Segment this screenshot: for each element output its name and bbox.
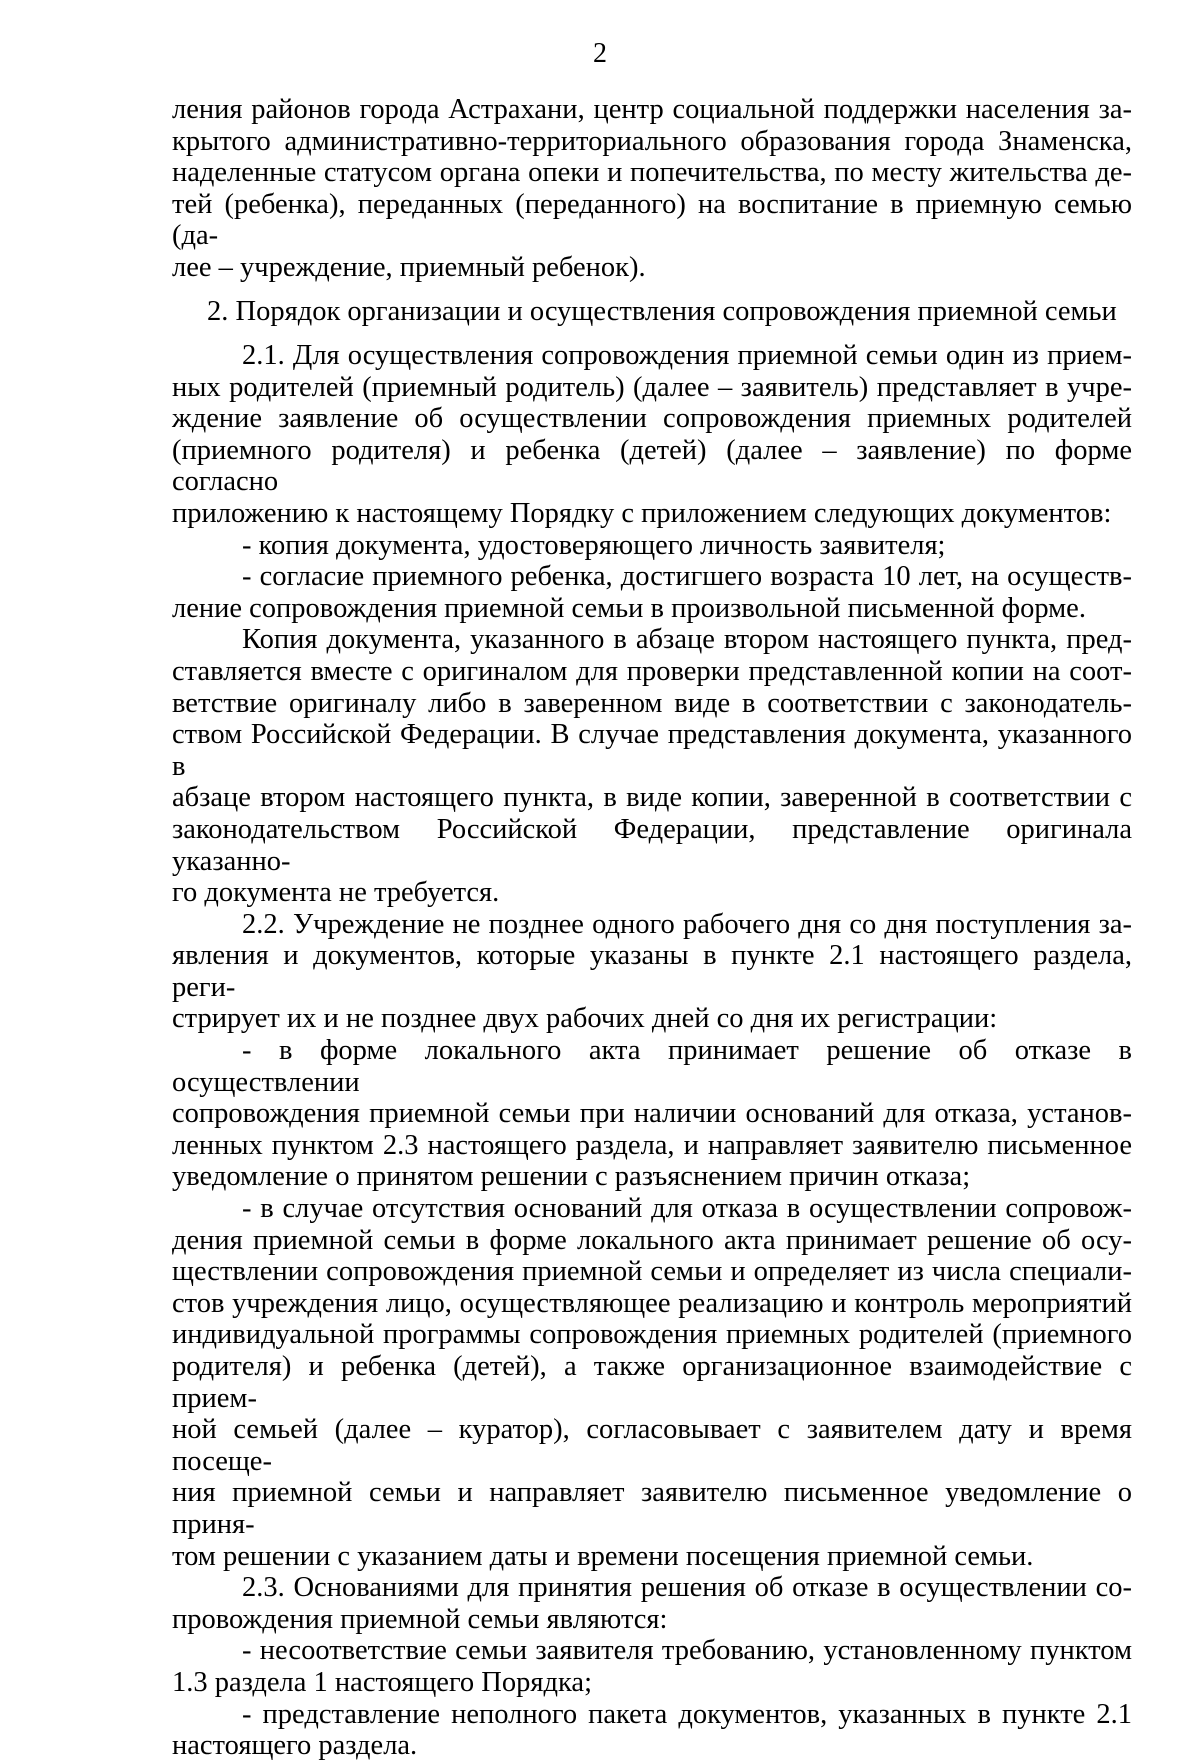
text-line: - представление неполного пакета документов, указанных в пункте 2.1 xyxy=(242,1698,1132,1730)
text-line: Копия документа, указанного в абзаце втором настоящего пункта, пред- xyxy=(242,624,1132,656)
text-line: дения приемной семьи в форме локального акта принимает решение об осу- xyxy=(172,1224,1132,1256)
text-line: ществлении сопровождения приемной семьи и определяет из числа специали- xyxy=(172,1256,1132,1288)
text-line: ветствие оригиналу либо в заверенном виде в соответствии с законодатель- xyxy=(172,687,1132,719)
text-line: - копия документа, удостоверяющего личность заявителя; xyxy=(242,529,946,561)
text-line: родителя) и ребенка (детей), а также организационное взаимодействие с прием- xyxy=(172,1351,1132,1414)
text-line: наделенные статусом органа опеки и попечительства, по месту жительства де- xyxy=(172,157,1132,189)
text-line: 2.1. Для осуществления сопровождения приемной семьи один из прием- xyxy=(242,340,1132,371)
text-line: приложению к настоящему Порядку с приложением следующих документов: xyxy=(172,497,1112,529)
text-line: провождения приемной семьи являются: xyxy=(172,1603,668,1635)
text-line: стов учреждения лицо, осуществляющее реализацию и контроль мероприятий xyxy=(172,1287,1132,1319)
text-line: ством Российской Федерации. В случае представления документа, указанного в xyxy=(172,719,1132,782)
text-line: ления районов города Астрахани, центр социальной поддержки населения за- xyxy=(172,94,1132,125)
text-line: стрирует их и не позднее двух рабочих дней со дня их регистрации: xyxy=(172,1003,998,1035)
text-line: абзаце втором настоящего пункта, в виде копии, заверенной в соответствии с xyxy=(172,782,1132,814)
text-line: том решении с указанием даты и времени посещения приемной семьи. xyxy=(172,1540,1034,1572)
section-heading: 2. Порядок организации и осуществления сопровождения приемной семьи xyxy=(207,296,1117,327)
text-line: 1.3 раздела 1 настоящего Порядка; xyxy=(172,1666,592,1698)
text-line: явления и документов, которые указаны в пункте 2.1 настоящего раздела, реги- xyxy=(172,940,1132,1003)
text-line: лее – учреждение, приемный ребенок). xyxy=(172,251,646,283)
text-line: настоящего раздела. xyxy=(172,1730,418,1762)
text-line: 2.2. Учреждение не позднее одного рабочего дня со дня поступления за- xyxy=(242,908,1132,940)
text-line: (приемного родителя) и ребенка (детей) (далее – заявление) по форме согласно xyxy=(172,434,1132,498)
text-line: ждение заявление об осуществлении сопровождения приемных родителей xyxy=(172,403,1132,435)
text-line: уведомление о принятом решении с разъяснением причин отказа; xyxy=(172,1161,971,1193)
text-line: ление сопровождения приемной семьи в произвольной письменной форме. xyxy=(172,592,1086,624)
intro-paragraph xyxy=(172,94,1132,284)
text-line: - согласие приемного ребенка, достигшего возраста 10 лет, на осуществ- xyxy=(242,561,1132,593)
page-number: 2 xyxy=(593,38,607,69)
section-body xyxy=(172,340,1132,1762)
text-line: сопровождения приемной семьи при наличии оснований для отказа, установ- xyxy=(172,1098,1132,1130)
text-line: ния приемной семьи и направляет заявителю письменное уведомление о приня- xyxy=(172,1477,1132,1540)
text-line: го документа не требуется. xyxy=(172,877,500,909)
text-line: ных родителей (приемный родитель) (далее – заявитель) представляет в учре- xyxy=(172,371,1132,403)
text-line: индивидуальной программы сопровождения приемных родителей (приемного xyxy=(172,1319,1132,1351)
text-line: - в случае отсутствия оснований для отказа в осуществлении сопровож- xyxy=(242,1193,1132,1225)
text-line: 2.3. Основаниями для принятия решения об отказе в осуществлении со- xyxy=(242,1572,1132,1604)
text-line: - несоответствие семьи заявителя требованию, установленному пунктом xyxy=(242,1635,1132,1667)
text-line: законодательством Российской Федерации, представление оригинала указанно- xyxy=(172,813,1132,877)
text-line: ной семьей (далее – куратор), согласовывает с заявителем дату и время посеще- xyxy=(172,1414,1132,1477)
text-line: крытого административно-территориального образования города Знаменска, xyxy=(172,125,1132,157)
text-line: - в форме локального акта принимает решение об отказе в осуществлении xyxy=(172,1035,1132,1098)
text-line: ставляется вместе с оригиналом для проверки представленной копии на соот- xyxy=(172,655,1132,687)
text-line: тей (ребенка), переданных (переданного) на воспитание в приемную семью (да- xyxy=(172,188,1132,252)
text-line: ленных пунктом 2.3 настоящего раздела, и направляет заявителю письменное xyxy=(172,1129,1132,1161)
